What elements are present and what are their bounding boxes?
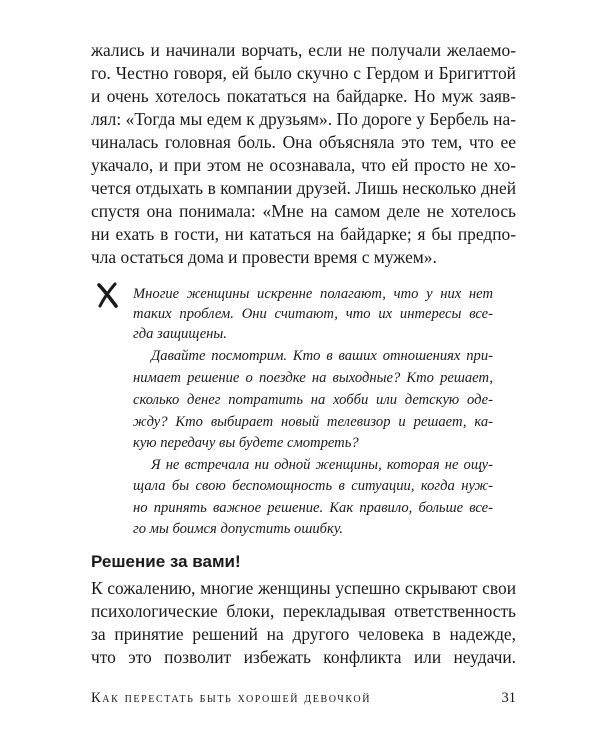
page-number: 31 — [501, 690, 516, 706]
aside-line: го мы боимся допустить ошибку. — [133, 521, 344, 537]
x-mark-icon — [95, 282, 121, 308]
body-line: и очень хотелось покататься на байдарке. Но муж заяв- — [91, 86, 516, 106]
aside-line: Я не встречала ни одной женщины, которая не ощу- — [151, 457, 493, 473]
aside-line: таких проблем. Они считают, что их интересы все- — [133, 306, 493, 322]
body-line: К сожалению, многие женщины успешно скрывают свои — [91, 578, 516, 598]
body-line: жались и начинали ворчать, если не получали желаемо- — [91, 40, 516, 60]
body-line: чла остаться дома и провести время с мужем». — [91, 247, 437, 267]
body-line: чиналась головная боль. Она объясняла это тем, что ее — [91, 132, 516, 152]
aside-line: но принять важное решение. Как правило, больше все- — [133, 500, 493, 516]
aside-line: кую передачу вы будете смотреть? — [133, 435, 359, 451]
section-heading: Решение за вами! — [91, 552, 241, 571]
body-line: за принятие решений на другого человека в надежде, — [91, 624, 516, 644]
running-footer-title: Как перестать быть хорошей девочкой — [91, 690, 372, 706]
aside-line: Давайте посмотрим. Кто в ваших отношениях при- — [151, 348, 493, 364]
body-line: го. Честно говоря, ей было скучно с Гердом и Бригиттой — [91, 63, 516, 83]
aside-line: щала бы свою беспомощность в ситуации, когда нуж- — [133, 478, 493, 494]
body-line: что это позволит избежать конфликта или неудачи. — [91, 647, 516, 667]
body-line: спустя она понимала: «Мне на самом деле не хотелось — [91, 201, 516, 221]
aside-line: сколько денег потратить на хобби или детскую оде- — [133, 392, 493, 408]
aside-line: гда защищены. — [133, 326, 227, 342]
body-line: чется отдыхать в компании друзей. Лишь несколько дней — [91, 178, 516, 198]
body-line: психологические блоки, перекладывая ответственность — [91, 601, 516, 621]
aside-line: нимает решение о поездке на выходные? Кто решает, — [133, 370, 493, 386]
body-line: лял: «Тогда мы едем к друзьям». По дороге у Бербель на- — [91, 109, 516, 129]
aside-line: жду? Кто выбирает новый телевизор и решает, ка- — [133, 414, 493, 430]
body-line: укачало, и при этом не осознавала, что ей просто не хо- — [91, 155, 516, 175]
aside-line: Многие женщины искренне полагают, что у них нет — [133, 286, 493, 302]
body-line: ни ехать в гости, ни кататься на байдарке; я бы предпо- — [91, 224, 516, 244]
